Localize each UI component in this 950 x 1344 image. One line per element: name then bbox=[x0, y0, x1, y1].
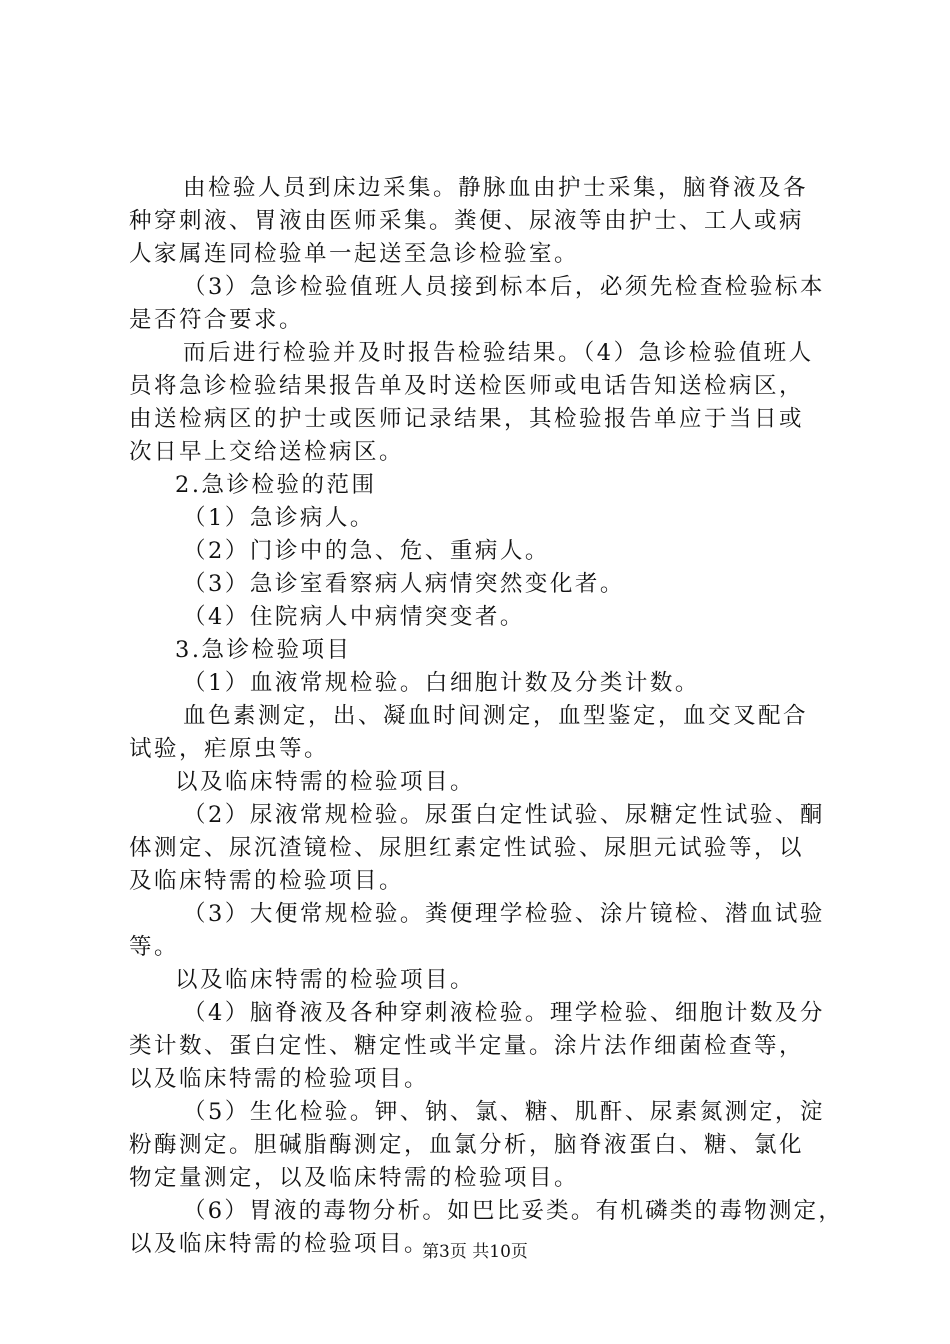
text-line: （3）急诊检验值班人员接到标本后，必须先检查检验标本 bbox=[183, 274, 825, 300]
text-line: 物定量测定，以及临床特需的检验项目。 bbox=[129, 1165, 580, 1191]
text-line: （5）生化检验。钾、钠、氯、糖、肌酐、尿素氮测定，淀 bbox=[183, 1099, 825, 1125]
text-line: （4）住院病人中病情突变者。 bbox=[183, 604, 525, 630]
text-line: （2）门诊中的急、危、重病人。 bbox=[183, 538, 550, 564]
text-line: （4）脑脊液及各种穿刺液检验。理学检验、细胞计数及分 bbox=[183, 1000, 825, 1026]
text-line: 粉酶测定。胆碱脂酶测定，血氯分析，脑脊液蛋白、糖、氯化 bbox=[129, 1132, 805, 1158]
text-line: 试验，疟原虫等。 bbox=[129, 736, 330, 762]
text-line: 3.急诊检验项目 bbox=[175, 637, 352, 663]
text-line: 体测定、尿沉渣镜检、尿胆红素定性试验、尿胆元试验等，以 bbox=[129, 835, 805, 861]
text-line: 员将急诊检验结果报告单及时送检医师或电话告知送检病区， bbox=[129, 373, 805, 399]
text-line: 以及临床特需的检验项目。 bbox=[129, 1231, 430, 1257]
text-line: 是否符合要求。 bbox=[129, 307, 305, 333]
text-line: 以及临床特需的检验项目。 bbox=[175, 967, 476, 993]
text-line: 以及临床特需的检验项目。 bbox=[129, 1066, 430, 1092]
document-body bbox=[129, 172, 849, 1261]
text-line: （1）血液常规检验。白细胞计数及分类计数。 bbox=[183, 670, 700, 696]
text-line: 血色素测定，出、凝血时间测定，血型鉴定，血交叉配合 bbox=[183, 703, 809, 729]
text-line: （1）急诊病人。 bbox=[183, 505, 375, 531]
text-line: 及临床特需的检验项目。 bbox=[129, 868, 405, 894]
text-line: 次日早上交给送检病区。 bbox=[129, 439, 405, 465]
text-line: 人家属连同检验单一起送至急诊检验室。 bbox=[129, 241, 580, 267]
text-line: （3）大便常规检验。粪便理学检验、涂片镜检、潜血试验 bbox=[183, 901, 825, 927]
text-line: （2）尿液常规检验。尿蛋白定性试验、尿糖定性试验、酮 bbox=[183, 802, 825, 828]
text-line: 而后进行检验并及时报告检验结果。（4）急诊检验值班人 bbox=[183, 340, 814, 366]
text-line: 2.急诊检验的范围 bbox=[175, 472, 377, 498]
text-line: 由检验人员到床边采集。静脉血由护士采集，脑脊液及各 bbox=[183, 175, 809, 201]
text-line: 种穿刺液、胃液由医师采集。粪便、尿液等由护士、工人或病 bbox=[129, 208, 805, 234]
page-footer: 第3页 共10页 bbox=[422, 1242, 528, 1262]
text-line: （3）急诊室看察病人病情突然变化者。 bbox=[183, 571, 625, 597]
text-line: 等。 bbox=[129, 934, 180, 960]
text-line: 类计数、蛋白定性、糖定性或半定量。涂片法作细菌检查等， bbox=[129, 1033, 805, 1059]
text-line: 由送检病区的护士或医师记录结果，其检验报告单应于当日或 bbox=[129, 406, 805, 432]
text-line: 以及临床特需的检验项目。 bbox=[175, 769, 476, 795]
text-line: （6）胃液的毒物分析。如巴比妥类。有机磷类的毒物测定， bbox=[183, 1198, 844, 1224]
